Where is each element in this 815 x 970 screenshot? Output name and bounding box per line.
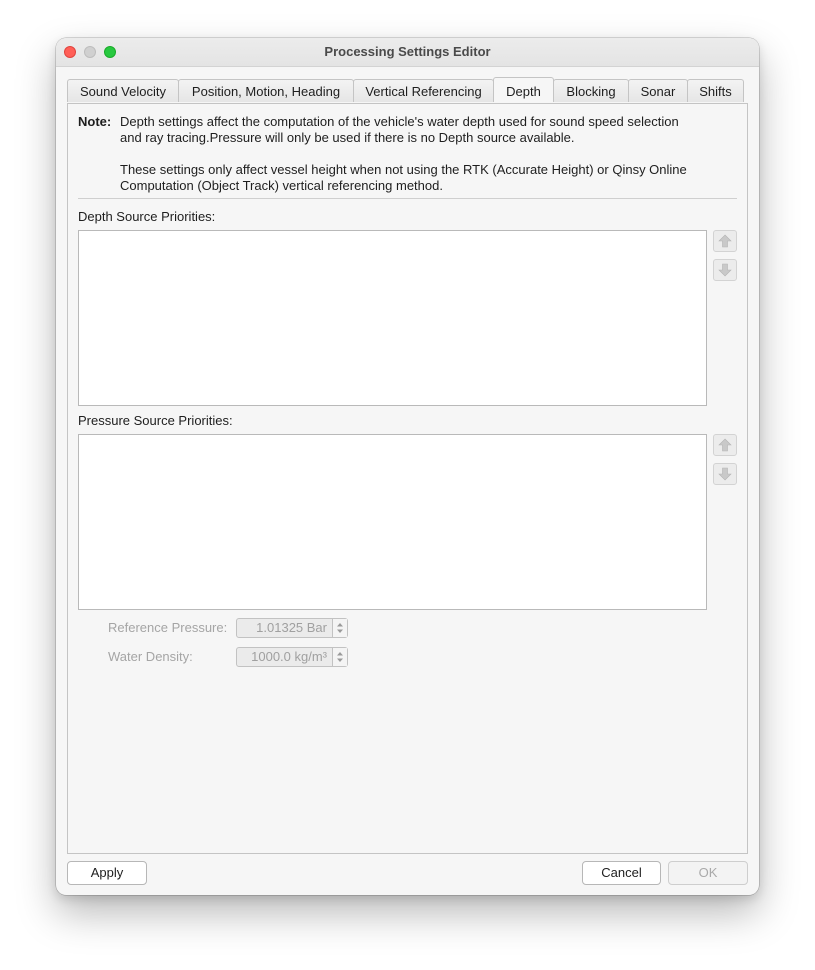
ok-button[interactable]: OK [668,861,748,885]
arrow-down-icon [718,263,732,277]
water-density-spinbox[interactable] [236,647,348,667]
reference-pressure-label: Reference Pressure: [108,620,228,635]
pressure-move-down-button[interactable] [713,463,737,485]
arrow-up-icon [718,438,732,452]
reference-pressure-spinbox[interactable] [236,618,348,638]
note-text-line-4: Computation (Object Track) vertical referencing method. [120,178,443,193]
pressure-source-priorities-list[interactable] [78,434,707,610]
tab-blocking[interactable]: Blocking [553,79,629,102]
pressure-source-priorities-label: Pressure Source Priorities: [78,413,233,428]
tab-sonar[interactable]: Sonar [628,79,688,102]
processing-settings-window [56,38,759,895]
title-bar [56,38,759,67]
tab-depth[interactable]: Depth [493,77,554,102]
stepper-icon[interactable] [332,619,347,637]
stepper-icon[interactable] [332,648,347,666]
apply-button[interactable]: Apply [67,861,147,885]
note-text-line-2: and ray tracing.Pressure will only be used if there is no Depth source available. [120,130,575,145]
reference-pressure-value: 1.01325 Bar [256,620,327,635]
tab-sound-velocity[interactable]: Sound Velocity [67,79,179,102]
tab-bar [67,79,747,103]
arrow-up-icon [718,234,732,248]
arrow-down-icon [718,467,732,481]
depth-move-up-button[interactable] [713,230,737,252]
window-title: Processing Settings Editor [324,44,491,59]
depth-move-down-button[interactable] [713,259,737,281]
note-label: Note: [78,114,112,129]
water-density-value: 1000.0 kg/m³ [251,649,327,664]
note-divider [78,198,737,199]
depth-source-priorities-list[interactable] [78,230,707,406]
pressure-move-up-button[interactable] [713,434,737,456]
depth-source-priorities-label: Depth Source Priorities: [78,209,216,224]
tab-position-motion-heading[interactable]: Position, Motion, Heading [178,79,354,102]
note-text-line-1: Depth settings affect the computation of the vehicle's water depth used for sound speed selection [120,114,679,129]
cancel-button[interactable]: Cancel [582,861,661,885]
water-density-label: Water Density: [108,649,193,664]
tab-vertical-referencing[interactable]: Vertical Referencing [353,79,494,102]
note-text-line-3: These settings only affect vessel height when not using the RTK (Accurate Height) or Qinsy Online [120,162,687,177]
tab-shifts[interactable]: Shifts [687,79,744,102]
